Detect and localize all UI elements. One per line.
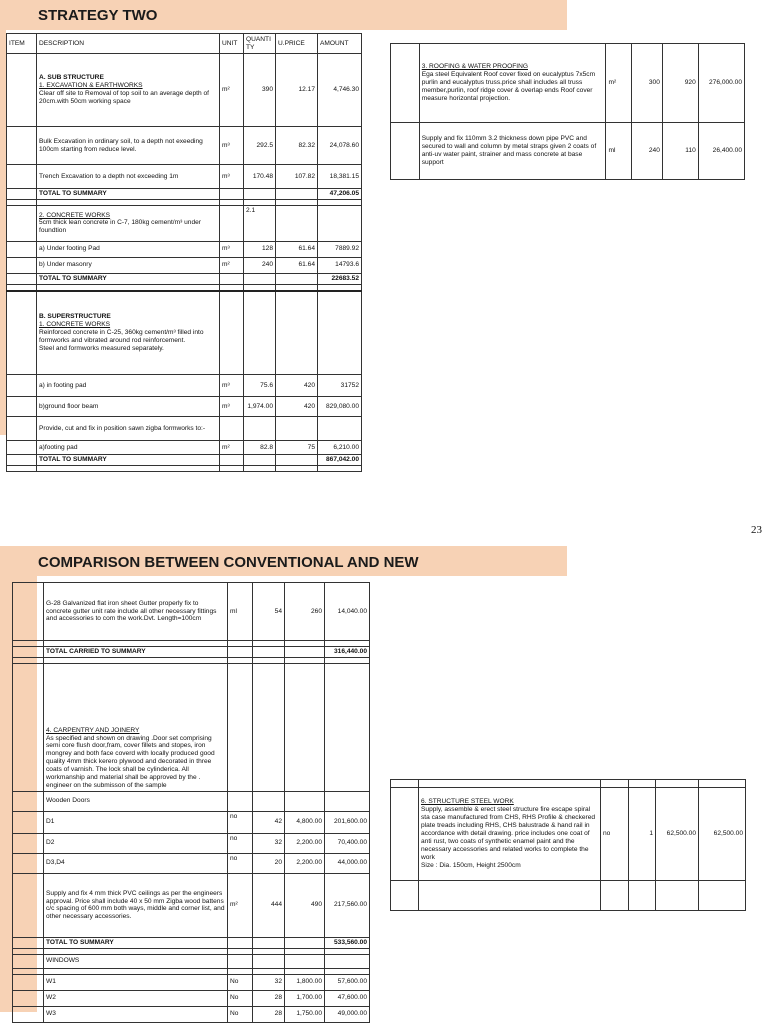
table-row: [13, 663, 370, 791]
total-label: TOTAL TO SUMMARY: [37, 273, 220, 284]
header-amount: AMOUNT: [318, 34, 362, 54]
subsection-heading: 6. STRUCTURE STEEL WORK: [421, 798, 514, 806]
amount-cell: 14793.6: [318, 257, 362, 273]
item-description: a) in footing pad: [37, 375, 220, 397]
amount-cell: 24,078.60: [318, 127, 362, 165]
subsection-heading: 2. CONCRETE WORKS: [39, 211, 111, 219]
unit-cell: m³: [220, 127, 244, 165]
quantity-cell: 54: [253, 583, 285, 641]
quantity-cell: 42: [253, 811, 285, 833]
unit-cell: No: [228, 990, 253, 1006]
quantity-cell: 1: [629, 788, 656, 881]
item-description: a) Under footing Pad: [37, 241, 220, 257]
amount-cell: 62,500.00: [699, 788, 746, 881]
unit-cell: ml: [606, 123, 632, 180]
item-description: WINDOWS: [44, 954, 228, 968]
amount-cell: 47,600.00: [325, 990, 370, 1006]
price-cell: 12.17: [276, 54, 318, 127]
table-row: [7, 127, 362, 165]
item-description: Wooden Doors: [44, 791, 228, 811]
section-banner-bottom: [0, 546, 567, 576]
item-description: As specified and shown on drawing .Door set comprising semi core flush door,fram, cover fillets and stopes, iron mongrey and both face coverd with locally produced good quality 4mm thick kerero plywood and decorated in three coats of varnish. The lock shall be cylinderica. All workmanship and material shall be approved by the . engineer on the submisson of the sample: [46, 734, 215, 789]
amount-cell: 18,381.15: [318, 165, 362, 189]
item-description: D2: [44, 833, 228, 853]
amount-cell: 829,080.00: [318, 397, 362, 417]
total-label: TOTAL TO SUMMARY: [44, 937, 228, 948]
table-row: [13, 853, 370, 873]
unit-cell: m²: [606, 44, 632, 123]
header-quantity: QUANTI TY: [244, 34, 276, 54]
bill-table-roofing: [390, 43, 745, 180]
page-number: 23: [751, 524, 762, 536]
section-banner-top: [0, 0, 567, 30]
bill-table-substructure: [6, 33, 362, 472]
total-row: [7, 189, 362, 200]
item-description: D3,D4: [44, 853, 228, 873]
table-row: [13, 1006, 370, 1022]
unit-cell: No: [228, 1006, 253, 1022]
unit-cell: m³: [220, 397, 244, 417]
total-amount: 47,206.05: [318, 189, 362, 200]
quantity-cell: 1,974.00: [244, 397, 276, 417]
quantity-cell: 28: [253, 990, 285, 1006]
item-description: D1: [44, 811, 228, 833]
unit-cell: m²: [220, 441, 244, 455]
amount-cell: 6,210.00: [318, 441, 362, 455]
total-amount: 316,440.00: [325, 647, 370, 658]
item-description: Ega steel Equivalent Roof cover fixed on eucalyptus 7x5cm purlin and eucalyptus truss.price shall includes all truss member,purlin, roof ridge cover & overlap ends Roof cover measure horizontal projection.: [421, 71, 596, 102]
price-cell: 420: [276, 375, 318, 397]
quantity-cell: 128: [244, 241, 276, 257]
price-cell: 75: [276, 441, 318, 455]
table-row: [7, 375, 362, 397]
subsection-heading: 1. CONCRETE WORKS: [39, 321, 111, 329]
price-cell: 1,800.00: [285, 974, 325, 990]
table-row: [391, 123, 745, 180]
amount-cell: 57,600.00: [325, 974, 370, 990]
unit-cell: m³: [220, 375, 244, 397]
total-row: [13, 937, 370, 948]
unit-cell: no: [228, 811, 253, 833]
header-unit-price: U.PRICE: [276, 34, 318, 54]
price-cell: 61.64: [276, 241, 318, 257]
item-description: W2: [44, 990, 228, 1006]
table-row: [7, 397, 362, 417]
unit-cell: no: [601, 788, 629, 881]
item-description: a)footing pad: [37, 441, 220, 455]
price-cell: 4,800.00: [285, 811, 325, 833]
unit-cell: m³: [220, 165, 244, 189]
table-row: [7, 257, 362, 273]
price-cell: 490: [285, 873, 325, 937]
amount-cell: 276,000.00: [698, 44, 744, 123]
total-amount: 22683.52: [318, 273, 362, 284]
price-cell: 61.64: [276, 257, 318, 273]
table-header-row: [7, 34, 362, 54]
item-description: Supply and fix 110mm 3.2 thickness down pipe PVC and secured to wall and column by metal straps given 2 coats of anti-uv water paint, strainer and mass concrete at base support: [419, 123, 606, 180]
table-row: [13, 954, 370, 968]
unit-cell: no: [228, 833, 253, 853]
item-description: W1: [44, 974, 228, 990]
total-row: [13, 647, 370, 658]
table-row: [13, 873, 370, 937]
section-heading: A. SUB STRUCTURE: [39, 74, 104, 82]
unit-cell: No: [228, 974, 253, 990]
quantity-cell: 32: [253, 974, 285, 990]
total-label: TOTAL TO SUMMARY: [37, 455, 220, 466]
table-row: [13, 974, 370, 990]
table-row: [13, 833, 370, 853]
price-cell: 107.82: [276, 165, 318, 189]
price-cell: 1,700.00: [285, 990, 325, 1006]
item-description: Trench Excavation to a depth not exceeding 1m: [37, 165, 220, 189]
unit-cell: m²: [220, 257, 244, 273]
section-heading: B. SUPERSTRUCTURE: [39, 313, 111, 321]
quantity-cell: 292.5: [244, 127, 276, 165]
amount-cell: 7889.92: [318, 241, 362, 257]
table-row: [13, 583, 370, 641]
table-row: [391, 44, 745, 123]
price-cell: 2,200.00: [285, 833, 325, 853]
table-row: [13, 990, 370, 1006]
price-cell: 82.32: [276, 127, 318, 165]
item-description: b) Under masonry: [37, 257, 220, 273]
total-label: TOTAL CARRIED TO SUMMARY: [44, 647, 228, 658]
price-cell: 1,750.00: [285, 1006, 325, 1022]
amount-cell: 14,040.00: [325, 583, 370, 641]
price-cell: 2,200.00: [285, 853, 325, 873]
item-description: 5cm thick lean concrete in C-7, 180kg cement/m³ under foundtion: [39, 219, 201, 235]
subsection-heading: 1. EXCAVATION & EARTHWORKS: [39, 82, 143, 90]
quantity-cell: 240: [244, 257, 276, 273]
amount-cell: 201,600.00: [325, 811, 370, 833]
unit-cell: ml: [228, 583, 253, 641]
amount-cell: 49,000.00: [325, 1006, 370, 1022]
subsection-heading: 3. ROOFING & WATER PROOFING: [421, 63, 528, 71]
table-row: [7, 241, 362, 257]
table-row: [7, 417, 362, 441]
item-description: Clear off site to Removal of top soil to an average depth of 20cm.with 50cm working space: [39, 90, 209, 105]
quantity-cell: 2.1: [244, 205, 276, 241]
table-row: [391, 788, 746, 881]
item-description: Provide, cut and fix in position sawn zigba formworks to:-: [37, 417, 220, 441]
unit-cell: m²: [228, 873, 253, 937]
amount-cell: 217,560.00: [325, 873, 370, 937]
amount-cell: 70,400.00: [325, 833, 370, 853]
quantity-cell: 170.48: [244, 165, 276, 189]
quantity-cell: 444: [253, 873, 285, 937]
table-row: [7, 165, 362, 189]
section-title-strategy-two: STRATEGY TWO: [38, 7, 158, 24]
price-cell: 62,500.00: [656, 788, 699, 881]
quantity-cell: 32: [253, 833, 285, 853]
quantity-cell: 28: [253, 1006, 285, 1022]
table-row: [7, 291, 362, 375]
total-amount: 533,560.00: [325, 937, 370, 948]
section-title-comparison: COMPARISON BETWEEN CONVENTIONAL AND NEW: [38, 554, 419, 571]
header-item: ITEM: [7, 34, 37, 54]
item-description: W3: [44, 1006, 228, 1022]
quantity-cell: 300: [632, 44, 663, 123]
price-cell: 110: [662, 123, 698, 180]
table-row: [13, 811, 370, 833]
item-description: G-28 Galvanized flat iron sheet Gutter properly fix to concrete gutter unit rate include all other necessary fittings and accessories to com the work.Dvt. Length=100cm: [44, 583, 228, 641]
quantity-cell: 240: [632, 123, 663, 180]
header-description: DESCRIPTION: [37, 34, 220, 54]
total-label: TOTAL TO SUMMARY: [37, 189, 220, 200]
price-cell: 420: [276, 397, 318, 417]
header-unit: UNIT: [220, 34, 244, 54]
quantity-cell: 75.6: [244, 375, 276, 397]
bill-table-carpentry: [12, 582, 370, 1023]
item-size: Size : Dia. 150cm, Height 2500cm: [421, 861, 521, 869]
quantity-cell: 20: [253, 853, 285, 873]
amount-cell: 31752: [318, 375, 362, 397]
table-row: [13, 791, 370, 811]
table-row: [7, 54, 362, 127]
price-cell: 260: [285, 583, 325, 641]
unit-cell: m²: [220, 54, 244, 127]
unit-cell: m³: [220, 241, 244, 257]
item-description: Supply, assemble & erect steel structure fire escape spiral sta case manufactured from CHS, RHS Profile & checkered plate treads including RHS, CHS balustrade & hand rail in accordance with detail drawing. price includes one coat of anti rust, two coats of synthetic enamel paint and the necessary accessories and related works to complete the work: [421, 806, 596, 861]
table-row: [7, 205, 362, 241]
total-row: [7, 455, 362, 466]
item-note: Steel and formworks measured separately.: [39, 344, 164, 352]
price-cell: 920: [662, 44, 698, 123]
table-row: [7, 441, 362, 455]
unit-cell: no: [228, 853, 253, 873]
item-description: Bulk Excavation in ordinary soil, to a depth not exeeding 100cm starting from reduce level.: [37, 127, 220, 165]
item-description: Reinforced concrete in C-25, 360kg cement/m³ filled into formworks and vibrated around rod reinforcement.: [39, 329, 204, 345]
total-amount: 867,042.00: [318, 455, 362, 466]
item-description: Supply and fix 4 mm thick PVC ceilings as per the engineers approval. Price shall include 40 x 50 mm Zigba wood battens c/c spacing of 600 mm both ways, middle and corner list, and other necessary accessories.: [44, 873, 228, 937]
subsection-heading: 4. CARPENTRY AND JOINERY: [46, 726, 140, 734]
item-description: b)ground floor beam: [37, 397, 220, 417]
total-row: [7, 273, 362, 284]
quantity-cell: 82.8: [244, 441, 276, 455]
amount-cell: 26,400.00: [698, 123, 744, 180]
amount-cell: 44,000.00: [325, 853, 370, 873]
amount-cell: 4,746.30: [318, 54, 362, 127]
bill-table-steel-work: [390, 779, 746, 911]
quantity-cell: 390: [244, 54, 276, 127]
